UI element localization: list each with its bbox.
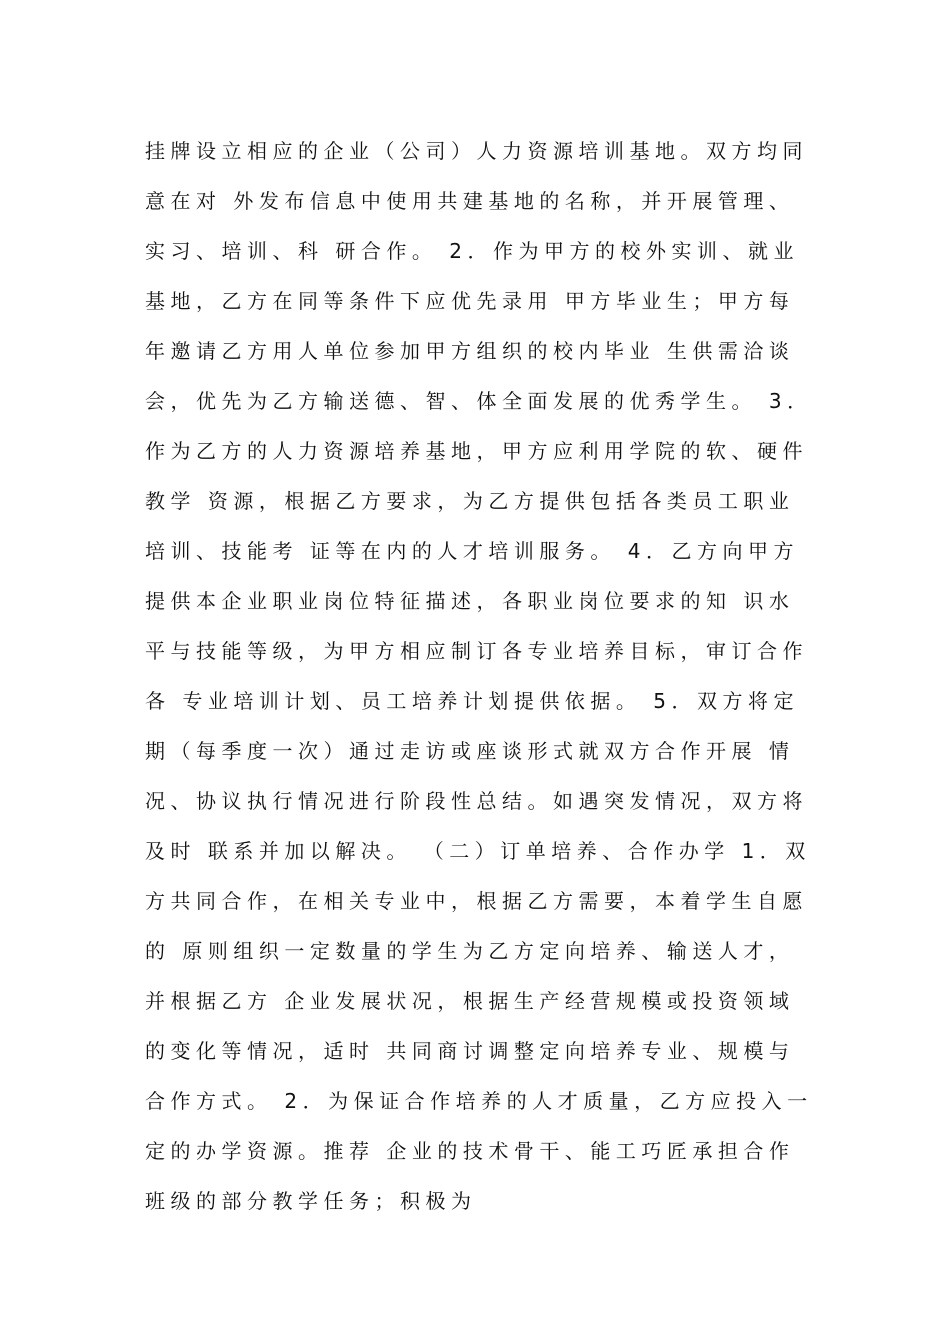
text-line: 5．双方将定期（每季度一次）通过走访或座谈形式就双方合作开展	[145, 689, 799, 763]
text-line: 原则组织一定数量的学生为乙方定向培养、输送人才，并根据乙方	[145, 939, 795, 1013]
text-line: 专业培训计划、员工培养计划提供依据。	[182, 689, 642, 713]
text-line: 联系并加以解决。	[207, 839, 412, 863]
text-line: 情况、协议执行情况进行阶段性总结。如遇突发情况，双方将及时	[145, 739, 808, 863]
text-line: 4．乙方向甲方提供本企业职业岗位特征描述，各职业岗位要求的知	[145, 539, 799, 613]
text-line: 证等在内的人才培训服务。	[309, 539, 616, 563]
text-line: 挂牌设立相应的企业（公司）人力资源培训基地。双方均同意在对	[145, 139, 808, 213]
text-line: 1．双方共同合作，在相关专业中，根据乙方需要，本着学生自愿的	[145, 839, 811, 963]
text-line: 识水平与技能等级，为甲方相应制订各专业培养目标，审订合作各	[145, 589, 808, 713]
text-line: 2．作为甲方的校外实训、就业基地，乙方在同等条件下应优先录用	[145, 239, 799, 313]
text-line: 外发布信息中使用共建基地的名称，并开展管理、实习、培训、科	[145, 189, 795, 263]
document-body	[145, 126, 815, 1226]
text-line: 共同商讨调整定向培养专业、规模与合作方式。	[145, 1039, 795, 1113]
text-line: 资源，根据乙方要求，为乙方提供包括各类员工职业培训、技能考	[145, 489, 795, 563]
text-line: 3．作为乙方的人力资源培养基地，甲方应利用学院的软、硬件教学	[145, 389, 813, 513]
text-line: 生供需洽谈会，优先为乙方输送德、智、体全面发展的优秀学生。	[145, 339, 795, 413]
text-line: 2．为保证合作培养的人才质量，乙方应投入一定的办学资源。推荐	[145, 1089, 813, 1163]
text-line: 研合作。	[335, 239, 438, 263]
text-line: 企业发展状况，根据生产经营规模或投资领域的变化等情况，适时	[145, 989, 795, 1063]
text-line: 甲方毕业生；甲方每年邀请乙方用人单位参加甲方组织的校内毕业	[145, 289, 795, 363]
text-line: 企业的技术骨干、能工巧匠承担合作班级的部分教学任务；积极为	[145, 1139, 795, 1213]
section-heading: （二）订单培养、合作办学	[423, 839, 730, 863]
